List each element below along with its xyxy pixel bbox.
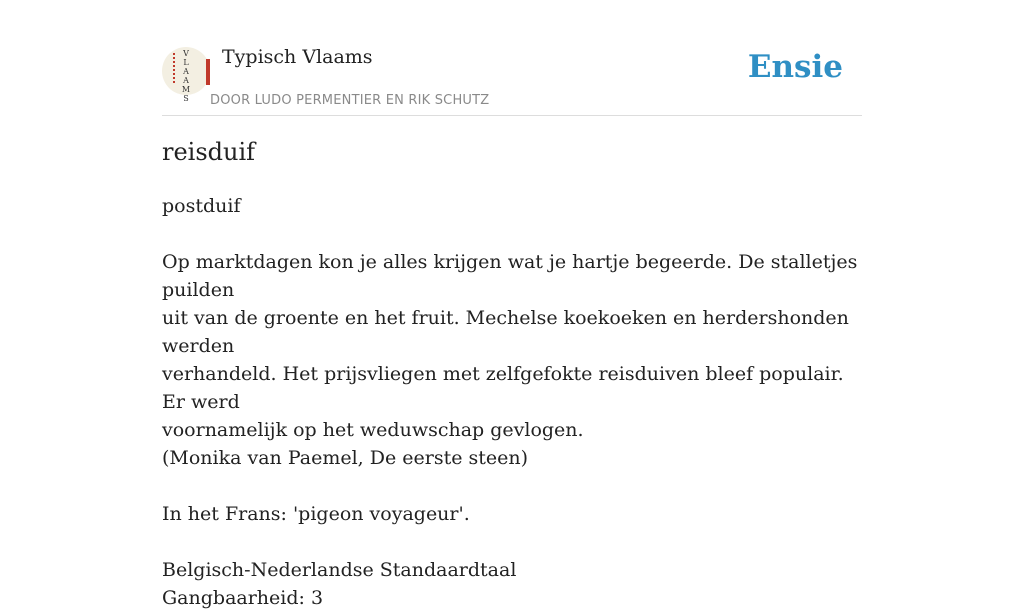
logo-letters: V L A A M S (181, 49, 191, 103)
site-logo[interactable] (162, 47, 210, 103)
quote-line: uit van de groente en het fruit. Mechelse koekoeken en herdershonden werden (162, 307, 849, 357)
quote-source: (Monika van Paemel, De eerste steen) (162, 447, 529, 469)
entry-definition: postduif (162, 195, 241, 217)
quote-line: verhandeld. Het prijsvliegen met zelfgefokte reisduiven bleef populair. Er werd (162, 363, 844, 413)
french-translation: In het Frans: 'pigeon voyageur'. (162, 503, 470, 525)
logo-dots-decoration (173, 53, 177, 83)
ensie-brand-link[interactable]: Ensie (747, 49, 843, 85)
spacer (162, 220, 862, 248)
site-header (162, 0, 862, 116)
language-register: Belgisch-Nederlandse Standaardtaal (162, 559, 517, 581)
site-title-link[interactable]: Typisch Vlaams (222, 46, 373, 68)
logo-accent-mark (206, 59, 210, 85)
entry-term: reisduif (162, 138, 256, 166)
quote-line: voornamelijk op het weduwschap gevlogen. (162, 419, 584, 441)
quote-line: Op marktdagen kon je alles krijgen wat je hartje begeerde. De stalletjes puilden (162, 251, 858, 301)
page (162, 0, 862, 609)
spacer (162, 472, 862, 500)
spacer (162, 528, 862, 556)
familiarity-rating: Gangbaarheid: 3 (162, 587, 324, 609)
entry-content (162, 192, 862, 612)
site-byline: DOOR LUDO PERMENTIER EN RIK SCHUTZ (210, 93, 490, 108)
